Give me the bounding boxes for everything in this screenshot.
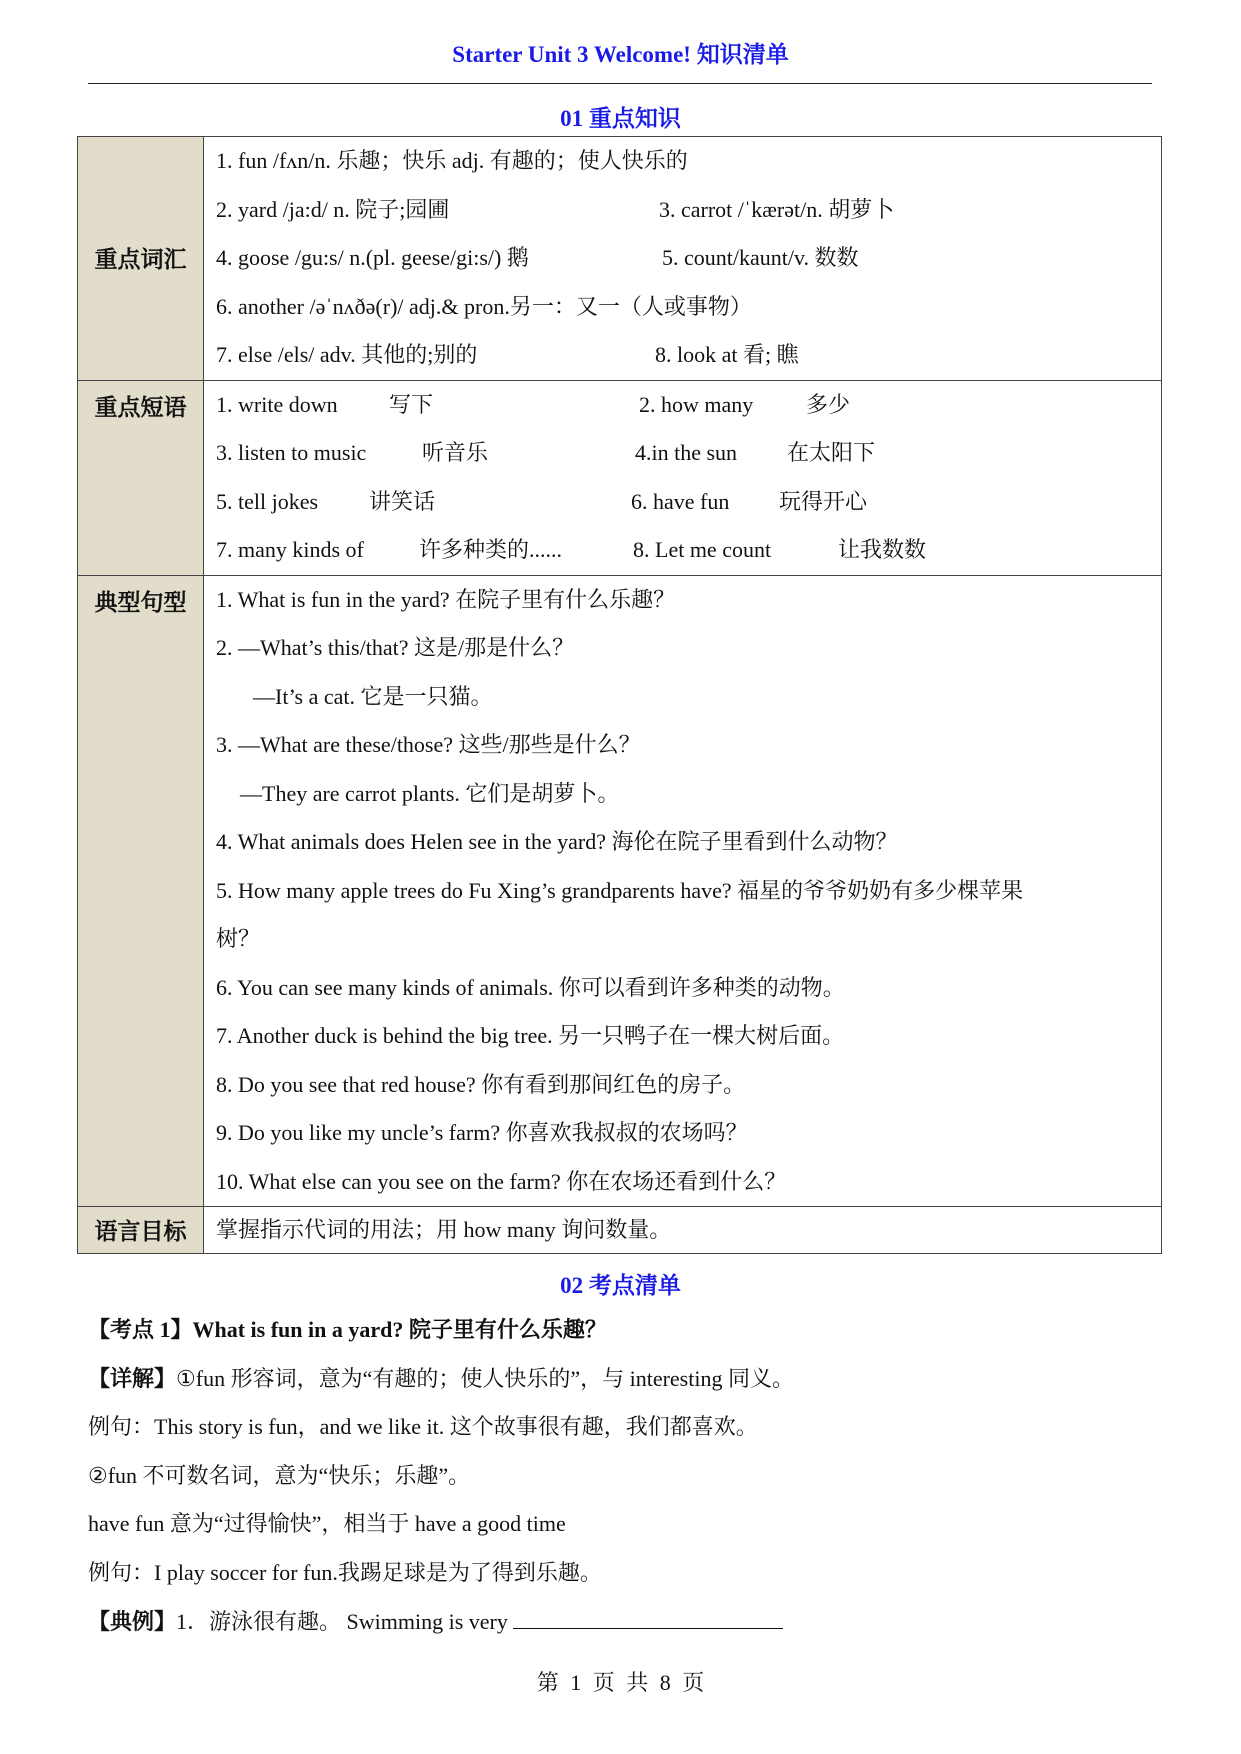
phrases-row	[78, 380, 1162, 575]
phrase-cn: 许多种类的......	[419, 537, 563, 562]
sentence-line: 6. You can see many kinds of animals. 你可以看到许多种类的动物。	[216, 974, 845, 1000]
typical-text: 1．游泳很有趣。 Swimming is very	[176, 1608, 514, 1634]
phrases-label: 重点短语	[78, 380, 204, 575]
phrase-en: 1. write down	[216, 391, 338, 417]
sentence-line: 1. What is fun in the yard? 在院子里有什么乐趣？	[216, 586, 676, 612]
phrase-en: 5. tell jokes	[216, 488, 319, 514]
sentence-line: 8. Do you see that red house? 你有看到那间红色的房子。	[216, 1071, 746, 1097]
section-title-1: 01 重点知识	[560, 106, 681, 131]
section-title-2: 02 考点清单	[560, 1273, 681, 1298]
sentence-line: 树？	[216, 926, 261, 951]
sentence-line: 10. What else can you see on the farm? 你在农场还看到什么？	[216, 1168, 787, 1194]
phrases-content	[204, 380, 1162, 575]
phrase-cn: 多少	[806, 391, 851, 417]
vocab-line: 6. another /əˈnʌðə(r)/ adj.& pron.另一：又一（人或事物）	[216, 293, 752, 319]
sentence-line: 7. Another duck is behind the big tree. 另一只鸭子在一棵大树后面。	[216, 1023, 845, 1048]
sentence-line: 9. Do you like my uncle’s farm? 你喜欢我叔叔的农场吗？	[216, 1120, 748, 1145]
sentence-line: 4. What animals does Helen see in the yard? 海伦在院子里看到什么动物？	[216, 829, 898, 854]
sentence-line: 5. How many apple trees do Fu Xing’s grandparents have? 福星的爷爷奶奶有多少棵苹果	[216, 877, 1024, 903]
vocab-line: 3. carrot /ˈkærət/n. 胡萝卜	[659, 196, 895, 222]
knowledge-table	[77, 136, 1162, 1254]
vocab-line: 4. goose /gu:s/ n.(pl. geese/gi:s/) 鹅	[216, 245, 529, 270]
typical-tag: 【典例】	[88, 1608, 177, 1634]
phrase-cn: 让我数数	[838, 537, 927, 562]
vocab-line: 5. count/kaunt/v. 数数	[662, 245, 859, 270]
sentences-label: 典型句型	[78, 575, 204, 1207]
phrase-en: 8. Let me count	[633, 537, 772, 562]
sentences-row	[78, 575, 1162, 1207]
goal-label: 语言目标	[78, 1207, 204, 1254]
detail-paragraph: have fun 意为“过得愉快”，相当于 have a good time	[88, 1511, 566, 1537]
detail-paragraph	[88, 1355, 1152, 1404]
page-footer: 第 1 页 共 8 页	[536, 1670, 705, 1695]
detail-text: ①fun 形容词，意为“有趣的；使人快乐的”，与 interesting 同义。	[176, 1365, 794, 1391]
typical-example	[88, 1598, 1152, 1647]
sentence-line: —They are carrot plants. 它们是胡萝卜。	[240, 780, 620, 806]
goal-row	[78, 1207, 1162, 1254]
vocab-line: 1. fun /fʌn/n. 乐趣；快乐 adj. 有趣的；使人快乐的	[216, 148, 688, 173]
vocab-line: 7. else /els/ adv. 其他的;别的	[216, 342, 478, 367]
phrase-en: 6. have fun	[631, 488, 730, 514]
phrase-en: 7. many kinds of	[216, 537, 364, 562]
vocab-line: 8. look at 看; 瞧	[655, 342, 799, 367]
phrase-cn: 写下	[389, 391, 434, 417]
phrase-cn: 在太阳下	[787, 440, 876, 465]
header-rule	[88, 83, 1152, 84]
document-title: Starter Unit 3 Welcome! 知识清单	[452, 42, 789, 67]
goal-content	[204, 1207, 1162, 1254]
phrase-cn: 玩得开心	[779, 488, 868, 514]
phrase-cn: 讲笑话	[369, 488, 436, 514]
answer-blank[interactable]	[513, 1608, 783, 1629]
example-sentence: 例句：This story is fun，and we like it. 这个故事很有趣，我们都喜欢。	[88, 1414, 758, 1440]
vocab-content	[204, 137, 1162, 381]
phrase-en: 4.in the sun	[635, 440, 738, 465]
sentence-line: —It’s a cat. 它是一只猫。	[253, 683, 493, 709]
vocab-row	[78, 137, 1162, 381]
exam-point-heading: 【考点 1】What is fun in a yard? 院子里有什么乐趣？	[88, 1317, 607, 1342]
vocab-label: 重点词汇	[78, 137, 204, 381]
phrase-en: 3. listen to music	[216, 440, 367, 465]
exam-points	[88, 1306, 1152, 1646]
sentences-content	[204, 575, 1162, 1207]
vocab-line: 2. yard /ja:d/ n. 院子;园圃	[216, 196, 450, 222]
phrase-cn: 听音乐	[422, 440, 489, 465]
detail-paragraph: ②fun 不可数名词，意为“快乐；乐趣”。	[88, 1462, 471, 1488]
sentence-line: 3. —What are these/those? 这些/那些是什么？	[216, 732, 641, 757]
detail-tag: 【详解】	[88, 1365, 177, 1391]
goal-text: 掌握指示代词的用法；用 how many 询问数量。	[216, 1217, 672, 1242]
phrase-en: 2. how many	[639, 391, 754, 417]
example-sentence: 例句：I play soccer for fun.我踢足球是为了得到乐趣。	[88, 1559, 602, 1585]
sentence-line: 2. —What’s this/that? 这是/那是什么？	[216, 635, 575, 660]
